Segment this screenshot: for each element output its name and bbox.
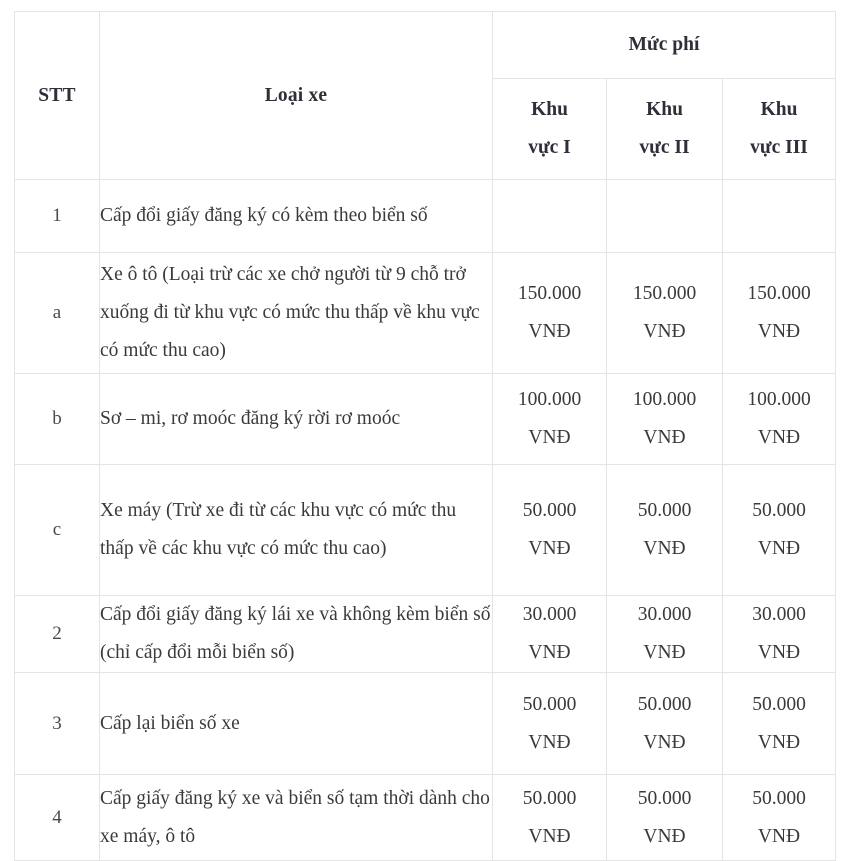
cell-fee-zone-3 bbox=[723, 180, 836, 253]
cell-stt: 3 bbox=[15, 673, 100, 775]
fee-currency: VNĐ bbox=[528, 321, 571, 342]
cell-stt: b bbox=[15, 374, 100, 465]
cell-fee-zone-2 bbox=[607, 180, 723, 253]
header-zone-3-line2: vực III bbox=[750, 137, 808, 158]
header-row-top bbox=[15, 12, 836, 79]
fee-amount: 30.000 bbox=[637, 604, 692, 625]
fee-amount: 150.000 bbox=[747, 282, 811, 304]
fee-amount: 50.000 bbox=[522, 787, 577, 809]
fee-amount: 100.000 bbox=[632, 388, 697, 410]
header-zone-3 bbox=[723, 79, 836, 180]
fee-amount: 50.000 bbox=[752, 787, 806, 809]
table-row bbox=[15, 180, 836, 253]
cell-fee-zone-3 bbox=[723, 374, 836, 465]
cell-fee-zone-2 bbox=[607, 253, 723, 374]
header-zone-2-line2: vực II bbox=[639, 137, 690, 158]
cell-fee-zone-1 bbox=[493, 180, 607, 253]
fee-currency: VNĐ bbox=[643, 825, 686, 847]
cell-fee-zone-2 bbox=[607, 775, 723, 861]
cell-fee-zone-1 bbox=[493, 374, 607, 465]
fee-currency: VNĐ bbox=[643, 642, 686, 664]
cell-fee-zone-2 bbox=[607, 673, 723, 775]
fee-currency: VNĐ bbox=[757, 731, 801, 753]
table-row bbox=[15, 374, 836, 465]
header-zone-1-line2: vực I bbox=[528, 137, 571, 158]
fee-amount: 50.000 bbox=[637, 787, 692, 809]
fee-amount: 50.000 bbox=[752, 499, 806, 521]
cell-vehicle-type: Cấp đổi giấy đăng ký lái xe và không kèm biển số (chỉ cấp đổi mỗi biển số) bbox=[100, 596, 493, 673]
cell-vehicle-type: Cấp lại biển số xe bbox=[100, 673, 493, 775]
fee-currency: VNĐ bbox=[528, 538, 571, 559]
header-zone-2 bbox=[607, 79, 723, 180]
cell-stt: 2 bbox=[15, 596, 100, 673]
table-row bbox=[15, 596, 836, 673]
fee-amount: 50.000 bbox=[637, 693, 692, 715]
table-row bbox=[15, 465, 836, 596]
cell-fee-zone-3 bbox=[723, 596, 836, 673]
cell-fee-zone-1 bbox=[493, 596, 607, 673]
cell-fee-zone-3 bbox=[723, 465, 836, 596]
fee-amount: 30.000 bbox=[522, 604, 577, 625]
cell-stt: c bbox=[15, 465, 100, 596]
cell-fee-zone-1 bbox=[493, 465, 607, 596]
cell-vehicle-type: Cấp đổi giấy đăng ký có kèm theo biển số bbox=[100, 180, 493, 253]
cell-stt: 1 bbox=[15, 180, 100, 253]
fee-amount: 50.000 bbox=[522, 499, 577, 521]
fee-currency: VNĐ bbox=[757, 825, 801, 847]
fee-currency: VNĐ bbox=[757, 321, 801, 342]
fee-amount: 150.000 bbox=[632, 282, 697, 304]
cell-vehicle-type: Cấp giấy đăng ký xe và biển số tạm thời dành cho xe máy, ô tô bbox=[100, 775, 493, 861]
table-row bbox=[15, 253, 836, 374]
fee-amount: 30.000 bbox=[752, 604, 806, 625]
fee-amount: 100.000 bbox=[747, 388, 811, 410]
header-zone-1-line1: Khu bbox=[531, 98, 568, 120]
header-vehicle-type: Loại xe bbox=[100, 12, 493, 180]
cell-fee-zone-3 bbox=[723, 253, 836, 374]
fee-amount: 50.000 bbox=[522, 693, 577, 715]
cell-stt: a bbox=[15, 253, 100, 374]
fee-currency: VNĐ bbox=[528, 825, 571, 847]
fee-currency: VNĐ bbox=[643, 427, 686, 448]
cell-vehicle-type: Sơ – mi, rơ moóc đăng ký rời rơ moóc bbox=[100, 374, 493, 465]
cell-fee-zone-3 bbox=[723, 673, 836, 775]
header-fee-group: Mức phí bbox=[493, 12, 836, 79]
cell-fee-zone-2 bbox=[607, 596, 723, 673]
cell-fee-zone-2 bbox=[607, 374, 723, 465]
fee-currency: VNĐ bbox=[528, 731, 571, 753]
fee-currency: VNĐ bbox=[643, 538, 686, 559]
fee-currency: VNĐ bbox=[757, 538, 801, 559]
fee-currency: VNĐ bbox=[528, 427, 571, 448]
fee-amount: 100.000 bbox=[517, 388, 582, 410]
fee-amount: 50.000 bbox=[637, 499, 692, 521]
table-row bbox=[15, 673, 836, 775]
table-header bbox=[15, 12, 836, 180]
header-stt: STT bbox=[15, 12, 100, 180]
table-row bbox=[15, 775, 836, 861]
fee-currency: VNĐ bbox=[757, 642, 801, 664]
fee-amount: 150.000 bbox=[517, 282, 582, 304]
cell-fee-zone-1 bbox=[493, 253, 607, 374]
fee-currency: VNĐ bbox=[643, 731, 686, 753]
cell-fee-zone-1 bbox=[493, 775, 607, 861]
fee-currency: VNĐ bbox=[528, 642, 571, 664]
header-zone-1 bbox=[493, 79, 607, 180]
header-zone-2-line1: Khu bbox=[646, 98, 683, 120]
fee-currency: VNĐ bbox=[757, 427, 801, 448]
cell-fee-zone-2 bbox=[607, 465, 723, 596]
fee-currency: VNĐ bbox=[643, 321, 686, 342]
header-zone-3-line1: Khu bbox=[760, 98, 798, 120]
cell-fee-zone-1 bbox=[493, 673, 607, 775]
cell-vehicle-type: Xe ô tô (Loại trừ các xe chở người từ 9 chỗ trở xuống đi từ khu vực có mức thu thấp về khu vực có mức thu cao) bbox=[100, 253, 493, 374]
fee-amount: 50.000 bbox=[752, 693, 806, 715]
cell-stt: 4 bbox=[15, 775, 100, 861]
cell-vehicle-type: Xe máy (Trừ xe đi từ các khu vực có mức thu thấp về các khu vực có mức thu cao) bbox=[100, 465, 493, 596]
cell-fee-zone-3 bbox=[723, 775, 836, 861]
vehicle-fee-table bbox=[14, 11, 836, 861]
table-body bbox=[15, 180, 836, 861]
